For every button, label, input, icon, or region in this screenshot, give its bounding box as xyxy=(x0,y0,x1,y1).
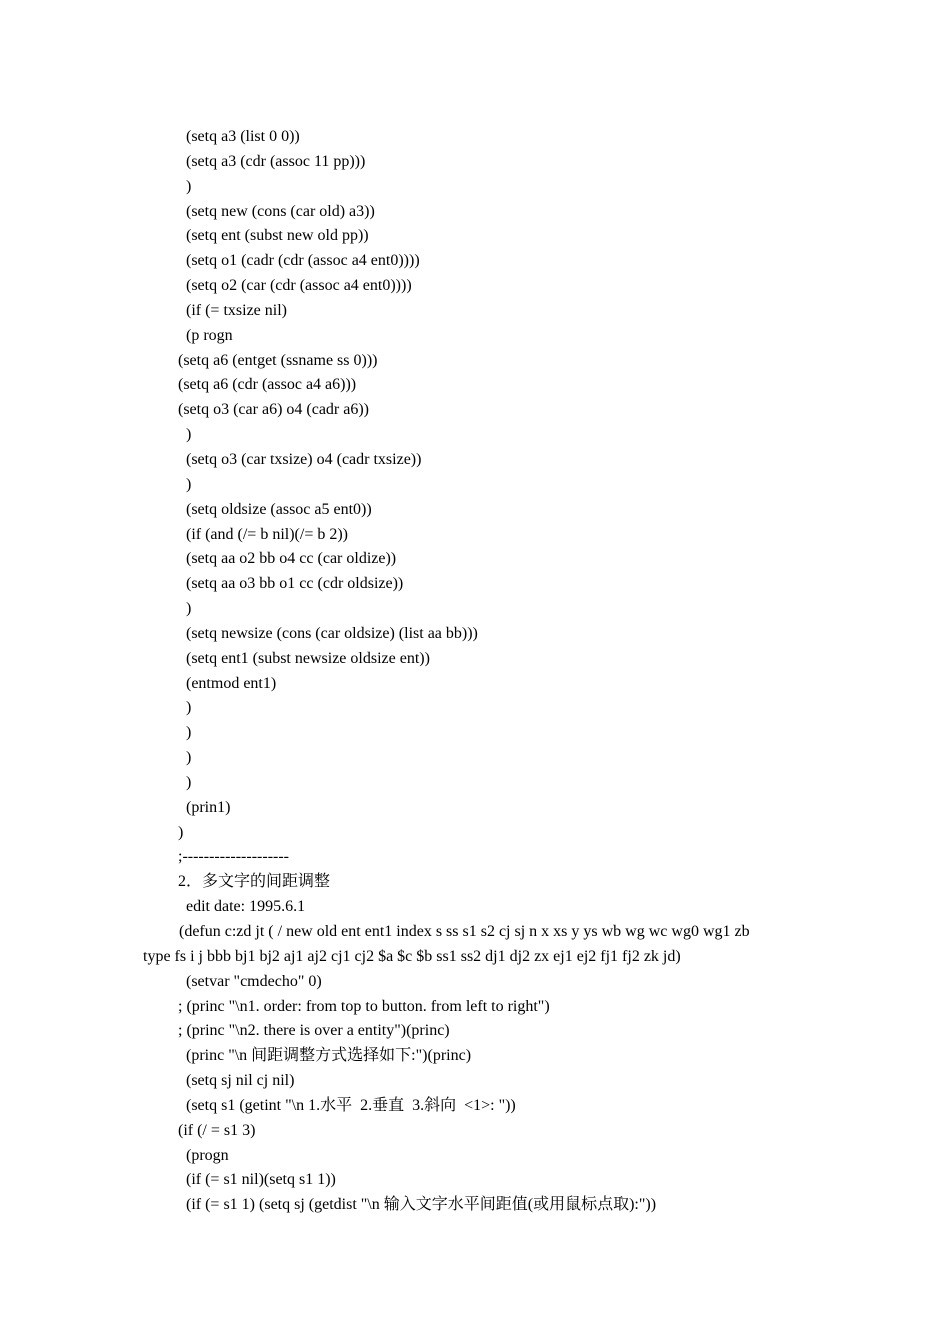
code-block-after xyxy=(143,970,813,1218)
code-block-before xyxy=(143,125,813,920)
code-line: ) xyxy=(186,426,192,444)
code-line: (setq a6 (cdr (assoc a4 a6))) xyxy=(178,376,357,394)
code-line: (setq new (cons (car old) a3)) xyxy=(186,202,375,220)
defun-line-1: (defun c:zd jt ( / new old ent ent1 index s ss s1 s2 cj sj n x xs y ys wb wg wc wg0 wg1 zb xyxy=(179,923,750,940)
code-line: ) xyxy=(178,823,184,841)
code-line: (prin1) xyxy=(186,798,231,816)
code-line: (setq aa o2 bb o4 cc (car oldize)) xyxy=(186,550,397,568)
code-line: (setq s1 (getint "\n 1.水平 2.垂直 3.斜向 <1>: ")) xyxy=(186,1096,516,1114)
code-line: ) xyxy=(186,773,192,791)
code-line: ) xyxy=(186,475,192,493)
code-line: (setq o3 (car txsize) o4 (cadr txsize)) xyxy=(186,450,422,468)
code-line: (setq a3 (cdr (assoc 11 pp))) xyxy=(186,152,366,170)
code-line: (if (/ = s1 3) xyxy=(178,1121,256,1139)
code-line: (setq newsize (cons (car oldsize) (list aa bb))) xyxy=(186,624,478,642)
code-line: (setq ent (subst new old pp)) xyxy=(186,227,369,245)
code-line: ; (princ "\n1. order: from top to button. from left to right") xyxy=(178,997,550,1015)
code-line: (progn xyxy=(186,1146,229,1164)
code-line: ) xyxy=(186,177,192,195)
code-line: (setq aa o3 bb o1 cc (cdr oldsize)) xyxy=(186,575,404,593)
defun-line-2: type fs i j bbb bj1 bj2 aj1 aj2 cj1 cj2 $a $c $b ss1 ss2 dj1 dj2 zx ej1 ej2 fj1 fj2 zk jd) xyxy=(143,947,681,965)
code-line: (setq o2 (car (cdr (assoc a4 ent0)))) xyxy=(186,277,412,295)
code-line: 2．多文字的间距调整 xyxy=(178,873,331,891)
code-line: (setq a6 (entget (ssname ss 0))) xyxy=(178,351,378,369)
code-line: ; (princ "\n2. there is over a entity")(princ) xyxy=(178,1022,450,1040)
code-line: (if (= s1 1) (setq sj (getdist "\n 输入文字水平间距值(或用鼠标点取):")) xyxy=(186,1196,657,1214)
code-line: (entmod ent1) xyxy=(186,674,277,692)
code-line: ) xyxy=(186,600,192,618)
code-line: (setq sj nil cj nil) xyxy=(186,1072,295,1090)
code-line: (setvar "cmdecho" 0) xyxy=(186,972,322,990)
code-line: (setq ent1 (subst newsize oldsize ent)) xyxy=(186,649,430,667)
code-line: (princ "\n 间距调整方式选择如下:")(princ) xyxy=(186,1047,472,1065)
code-line: ) xyxy=(186,699,192,717)
code-line: (setq o1 (cadr (cdr (assoc a4 ent0)))) xyxy=(186,252,420,270)
code-line: ) xyxy=(186,724,192,742)
code-line: (p rogn xyxy=(186,326,233,344)
code-line: edit date: 1995.6.1 xyxy=(186,898,306,916)
defun-statement xyxy=(143,920,813,970)
code-line: (setq oldsize (assoc a5 ent0)) xyxy=(186,500,372,518)
code-line: ;-------------------- xyxy=(178,848,290,866)
code-line: (setq o3 (car a6) o4 (cadr a6)) xyxy=(178,401,370,419)
code-line: ) xyxy=(186,749,192,767)
code-line: (if (and (/= b nil)(/= b 2)) xyxy=(186,525,348,543)
code-line: (if (= txsize nil) xyxy=(186,301,287,319)
code-line: (if (= s1 nil)(setq s1 1)) xyxy=(186,1171,336,1189)
code-listing xyxy=(143,125,813,1218)
code-line: (setq a3 (list 0 0)) xyxy=(186,128,300,145)
